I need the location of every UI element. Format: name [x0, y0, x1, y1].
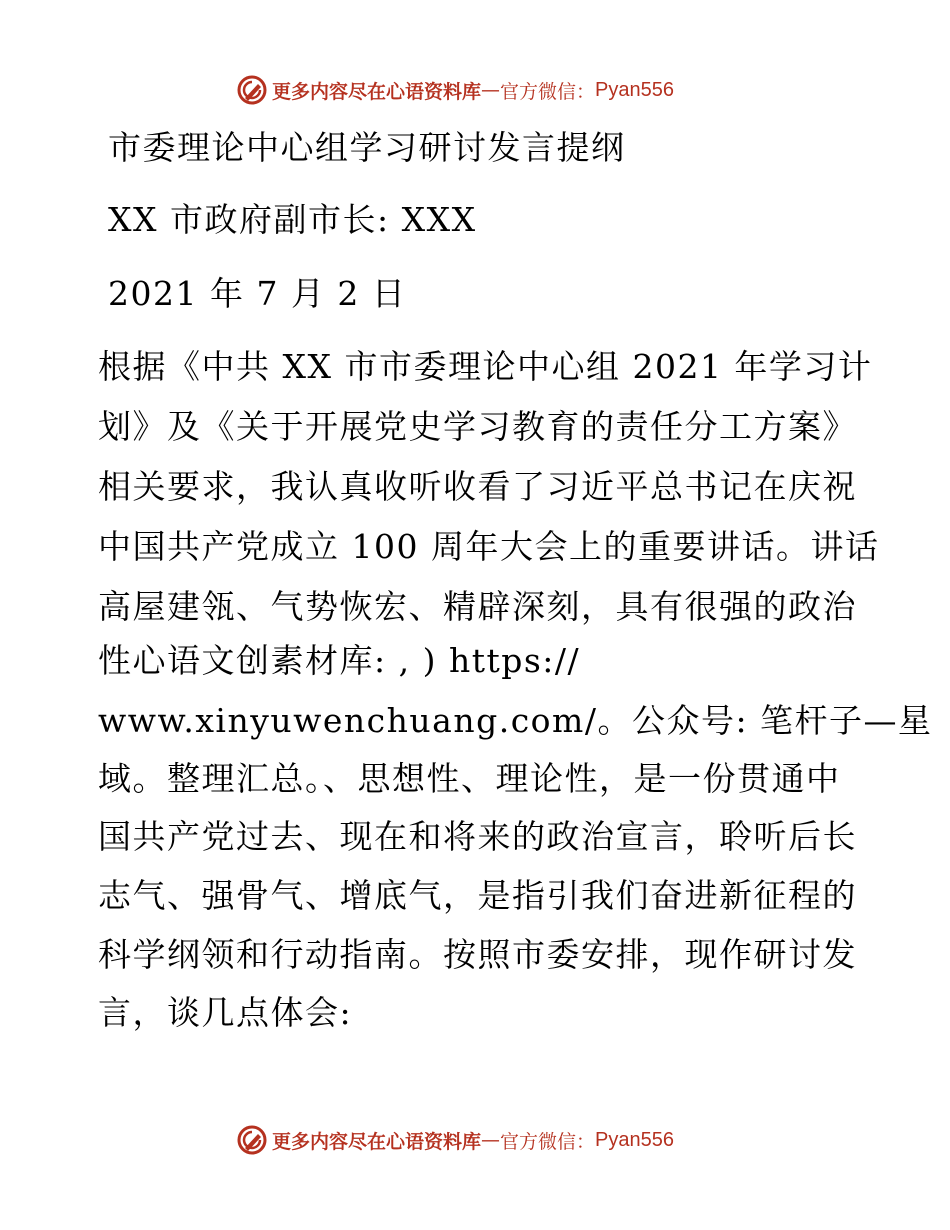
- watermark-dash: —: [481, 79, 501, 101]
- body-line: 志气、强骨气、增底气，是指引我们奋进新征程的: [98, 876, 857, 915]
- document-title: 市委理论中心组学习研讨发言提纲: [108, 128, 626, 167]
- watermark-wechat-id: Pyan556: [595, 78, 674, 101]
- footer-watermark: [236, 1124, 674, 1156]
- body-line: 国共产党过去、现在和将来的政治宣言，聆听后长: [98, 817, 857, 856]
- watermark-wechat-label: 官方微信：: [500, 1130, 596, 1153]
- body-line: 言，谈几点体会:: [98, 993, 353, 1032]
- red-spiral-pen-logo-icon: [236, 1124, 268, 1156]
- body-line: 相关要求，我认真收听收看了习近平总书记在庆祝: [98, 467, 857, 506]
- document-author: XX 市政府副市长: XXX: [108, 200, 477, 239]
- body-line: 性心语文创素材库: , ) https://: [98, 641, 581, 680]
- body-line: www.xinyuwenchuang.com/。公众号: 笔杆子—星: [98, 701, 933, 740]
- header-watermark: [236, 74, 674, 106]
- body-line: 高屋建瓴、气势恢宏、精辟深刻，具有很强的政治: [98, 587, 857, 626]
- document-date: 2021 年 7 月 2 日: [108, 274, 407, 313]
- body-line: 中国共产党成立 100 周年大会上的重要讲话。讲话: [98, 527, 880, 566]
- body-line: 根据《中共 XX 市市委理论中心组 2021 年学习计: [98, 347, 873, 386]
- watermark-site-text: 更多内容尽在心语资料库: [272, 80, 482, 103]
- body-line: 科学纲领和行动指南。按照市委安排，现作研讨发: [98, 935, 857, 974]
- watermark-site-text: 更多内容尽在心语资料库: [272, 1130, 482, 1153]
- red-spiral-pen-logo-icon: [236, 74, 268, 106]
- watermark-dash: —: [481, 1129, 501, 1151]
- watermark-wechat-label: 官方微信：: [500, 80, 596, 103]
- watermark-wechat-id: Pyan556: [595, 1128, 674, 1151]
- body-line: 域。整理汇总。、思想性、理论性，是一份贯通中: [98, 759, 841, 798]
- body-line: 划》及《关于开展党史学习教育的责任分工方案》: [98, 407, 857, 446]
